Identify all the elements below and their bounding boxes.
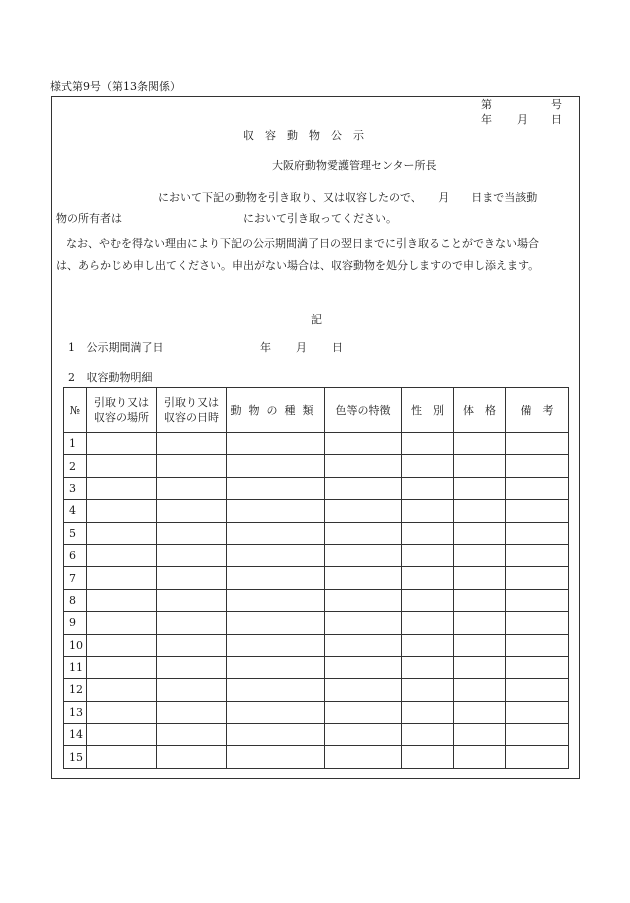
row-number: 5 — [64, 522, 87, 544]
table-header-0: № — [64, 388, 87, 433]
table-cell — [325, 634, 402, 656]
table-cell — [454, 746, 506, 768]
table-cell — [506, 612, 569, 634]
table-header-4: 色等の特徴 — [325, 388, 402, 433]
table-cell — [325, 567, 402, 589]
item-2 — [68, 372, 153, 383]
table-cell — [157, 567, 227, 589]
table-cell — [454, 612, 506, 634]
table-cell — [402, 656, 454, 678]
table-cell — [227, 634, 325, 656]
table-cell — [87, 567, 157, 589]
table-cell — [227, 701, 325, 723]
table-cell — [454, 544, 506, 566]
table-cell — [454, 477, 506, 499]
table-cell — [454, 701, 506, 723]
table-cell — [227, 522, 325, 544]
table-cell — [402, 567, 454, 589]
table-row — [64, 612, 569, 634]
table-header-6: 体 格 — [454, 388, 506, 433]
table-cell — [506, 522, 569, 544]
date-month: 月 — [517, 113, 528, 126]
table-cell — [402, 679, 454, 701]
table-row — [64, 724, 569, 746]
table-cell — [402, 544, 454, 566]
form-label: 様式第9号（第13条関係） — [50, 80, 181, 93]
table-cell — [506, 433, 569, 455]
item-1-number: 1 — [68, 341, 75, 354]
table-row — [64, 544, 569, 566]
row-number: 14 — [64, 724, 87, 746]
item-1-day: 日 — [332, 341, 343, 354]
table-cell — [402, 433, 454, 455]
table-row — [64, 433, 569, 455]
table-cell — [454, 656, 506, 678]
item-1-year: 年 — [260, 341, 271, 354]
table-cell — [157, 589, 227, 611]
table-header-7: 備 考 — [506, 388, 569, 433]
table-cell — [157, 544, 227, 566]
body-paragraph-2-line-1: なお、やむを得ない理由により下記の公示期間満了日の翌日までに引き取ることができない場合 — [66, 237, 539, 250]
table-cell — [506, 656, 569, 678]
row-number: 13 — [64, 701, 87, 723]
table-cell — [87, 500, 157, 522]
table-row — [64, 701, 569, 723]
table-cell — [506, 477, 569, 499]
table-cell — [87, 656, 157, 678]
table-cell — [506, 455, 569, 477]
table-cell — [157, 455, 227, 477]
table-header-1: 引取り又は 収容の場所 — [87, 388, 157, 433]
table-cell — [157, 679, 227, 701]
item-1-month: 月 — [296, 341, 307, 354]
table-cell — [325, 500, 402, 522]
table-row — [64, 567, 569, 589]
ki-heading: 記 — [311, 313, 322, 326]
table-cell — [325, 455, 402, 477]
table-cell — [227, 679, 325, 701]
table-row — [64, 477, 569, 499]
issuer: 大阪府動物愛護管理センター所長 — [272, 159, 437, 172]
table-cell — [227, 433, 325, 455]
table-cell — [157, 701, 227, 723]
body-paragraph-2-line-2: は、あらかじめ申し出てください。申出がない場合は、収容動物を処分しますので申し添えます。 — [56, 259, 540, 272]
table-cell — [402, 522, 454, 544]
table-cell — [157, 477, 227, 499]
table-cell — [87, 433, 157, 455]
table-cell — [454, 455, 506, 477]
table-cell — [87, 724, 157, 746]
table-cell — [402, 724, 454, 746]
table-cell — [87, 544, 157, 566]
table-cell — [454, 679, 506, 701]
table-cell — [325, 477, 402, 499]
row-number: 15 — [64, 746, 87, 768]
table-cell — [227, 544, 325, 566]
table-cell — [87, 477, 157, 499]
table-cell — [227, 455, 325, 477]
row-number: 4 — [64, 500, 87, 522]
table-cell — [87, 612, 157, 634]
number-suffix: 号 — [551, 98, 562, 111]
number-prefix: 第 — [481, 98, 492, 111]
table-cell — [157, 612, 227, 634]
table-cell — [87, 589, 157, 611]
table-row — [64, 589, 569, 611]
table-cell — [325, 544, 402, 566]
table-cell — [506, 589, 569, 611]
table-cell — [506, 567, 569, 589]
table-cell — [402, 634, 454, 656]
body-paragraph-1-line-1: において下記の動物を引き取り、又は収容したので、 月 日まで当該動 — [158, 191, 538, 204]
table-cell — [157, 522, 227, 544]
row-number: 11 — [64, 656, 87, 678]
table-cell — [402, 500, 454, 522]
table-cell — [454, 634, 506, 656]
table-cell — [325, 589, 402, 611]
table-header-5: 性 別 — [402, 388, 454, 433]
table-cell — [506, 724, 569, 746]
table-cell — [325, 679, 402, 701]
table-row — [64, 455, 569, 477]
table-cell — [402, 477, 454, 499]
table-row — [64, 679, 569, 701]
table-cell — [157, 634, 227, 656]
table-cell — [157, 433, 227, 455]
table-cell — [227, 567, 325, 589]
row-number: 12 — [64, 679, 87, 701]
table-cell — [402, 589, 454, 611]
table-body — [64, 433, 569, 769]
table-cell — [227, 477, 325, 499]
table-cell — [506, 634, 569, 656]
item-2-number: 2 — [68, 371, 75, 384]
date-day: 日 — [551, 113, 562, 126]
table-cell — [227, 724, 325, 746]
table-cell — [454, 567, 506, 589]
table-cell — [157, 656, 227, 678]
table-cell — [506, 746, 569, 768]
table-cell — [227, 589, 325, 611]
table-cell — [87, 634, 157, 656]
table-cell — [227, 500, 325, 522]
table-header-3: 動物の種類 — [227, 388, 325, 433]
table-row — [64, 634, 569, 656]
table-cell — [325, 522, 402, 544]
row-number: 7 — [64, 567, 87, 589]
table-cell — [227, 656, 325, 678]
table-cell — [87, 746, 157, 768]
table-cell — [325, 701, 402, 723]
table-cell — [454, 522, 506, 544]
table-cell — [87, 679, 157, 701]
table-cell — [325, 724, 402, 746]
row-number: 2 — [64, 455, 87, 477]
item-2-label: 収容動物明細 — [86, 371, 153, 384]
row-number: 9 — [64, 612, 87, 634]
table-cell — [454, 500, 506, 522]
table-row — [64, 500, 569, 522]
table-cell — [87, 701, 157, 723]
table-cell — [402, 746, 454, 768]
table-cell — [325, 612, 402, 634]
table-cell — [325, 656, 402, 678]
table-cell — [157, 724, 227, 746]
row-number: 6 — [64, 544, 87, 566]
animal-table — [63, 387, 569, 769]
item-1-label: 公示期間満了日 — [86, 341, 164, 354]
table-cell — [325, 746, 402, 768]
table-cell — [227, 746, 325, 768]
table-cell — [87, 522, 157, 544]
date-year: 年 — [481, 113, 492, 126]
table-cell — [506, 701, 569, 723]
table-cell — [506, 544, 569, 566]
table-cell — [402, 612, 454, 634]
row-number: 8 — [64, 589, 87, 611]
table-cell — [402, 701, 454, 723]
table-cell — [87, 455, 157, 477]
table-header-2: 引取り又は 収容の日時 — [157, 388, 227, 433]
body-paragraph-1-line-2: 物の所有者は において引き取ってください。 — [56, 212, 397, 225]
table-row — [64, 746, 569, 768]
table-row — [64, 656, 569, 678]
table-row — [64, 522, 569, 544]
table-cell — [157, 746, 227, 768]
table-cell — [227, 612, 325, 634]
table-cell — [157, 500, 227, 522]
table-header-row — [64, 388, 569, 433]
page-title: 収容動物公示 — [243, 129, 375, 142]
row-number: 1 — [64, 433, 87, 455]
table-cell — [506, 500, 569, 522]
table-cell — [454, 433, 506, 455]
table-cell — [454, 724, 506, 746]
table-cell — [454, 589, 506, 611]
item-1 — [68, 341, 343, 354]
table-cell — [506, 679, 569, 701]
table-cell — [402, 455, 454, 477]
table-cell — [325, 433, 402, 455]
row-number: 10 — [64, 634, 87, 656]
row-number: 3 — [64, 477, 87, 499]
